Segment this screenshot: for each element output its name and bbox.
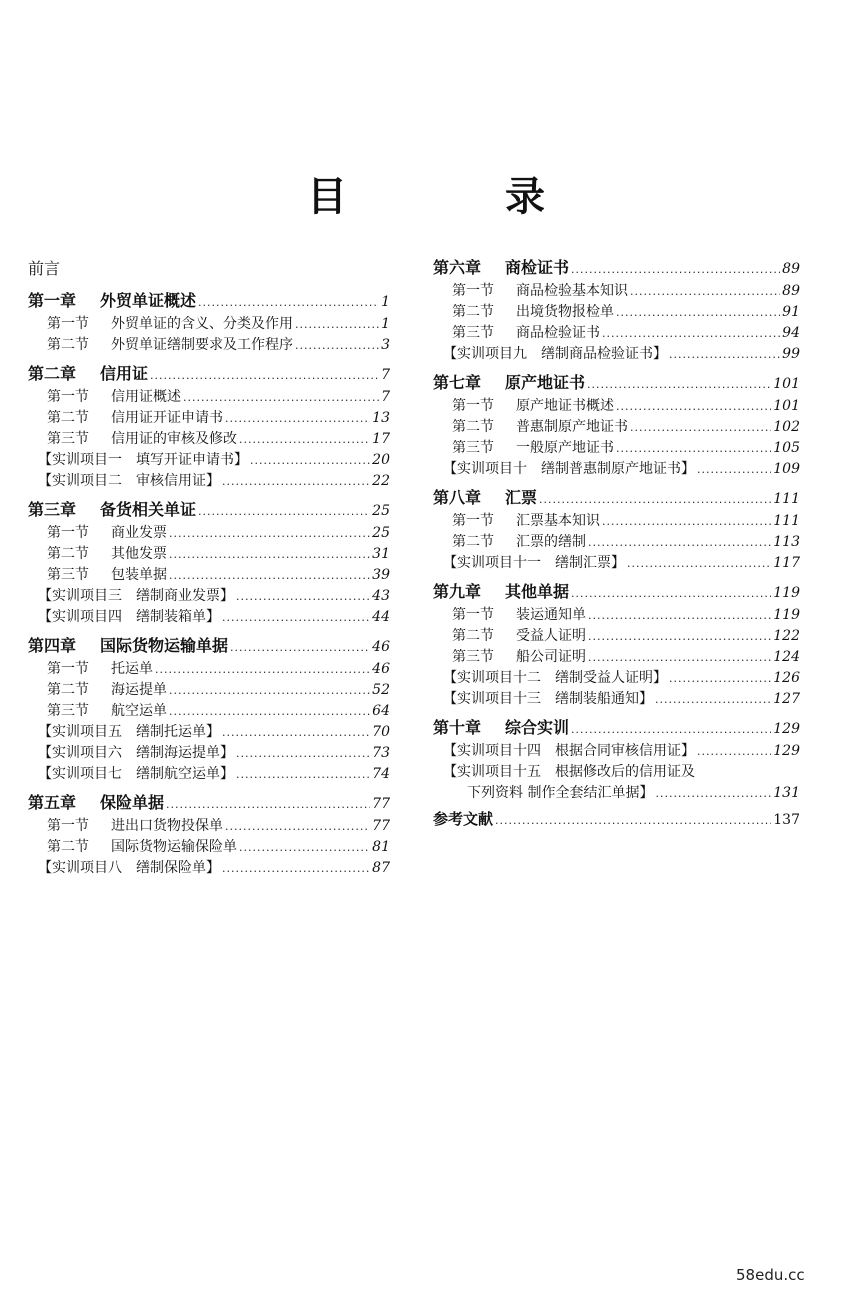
toc-leader-dots xyxy=(295,314,379,335)
toc-chapter-number: 第十章 xyxy=(433,718,482,737)
toc-page-number: 73 xyxy=(372,745,390,761)
toc-project-row xyxy=(433,668,800,689)
toc-page-number: 46 xyxy=(372,661,390,677)
toc-leader-dots xyxy=(616,438,771,459)
toc-project-title: 【实训项目一 填写开证申请书】 xyxy=(38,452,248,468)
toc-leader-dots xyxy=(222,858,370,879)
toc-project-title: 【实训项目九 缮制商品检验证书】 xyxy=(443,346,667,362)
toc-section-row xyxy=(433,647,800,668)
toc-page-number: 89 xyxy=(782,261,800,277)
toc-section-row xyxy=(28,408,390,429)
toc-chapter-number: 第九章 xyxy=(433,582,482,601)
toc-project-row xyxy=(433,344,800,365)
toc-leader-dots xyxy=(588,532,771,553)
toc-section-number: 第三节 xyxy=(452,440,494,456)
toc-leader-dots xyxy=(222,471,370,492)
toc-project-title: 【实训项目二 审核信用证】 xyxy=(38,473,220,489)
toc-page-number: 87 xyxy=(372,860,390,876)
toc-page-number: 102 xyxy=(773,419,800,435)
toc-page-number: 25 xyxy=(372,525,390,541)
toc-right-column xyxy=(433,255,800,832)
toc-chapter-row xyxy=(28,288,390,314)
toc-section-row xyxy=(28,523,390,544)
toc-chapter-row xyxy=(433,255,800,281)
toc-chapter-row xyxy=(28,633,390,659)
toc-leader-dots xyxy=(169,701,370,722)
toc-section-number: 第三节 xyxy=(47,567,89,583)
toc-section-title: 商品检验证书 xyxy=(516,325,600,341)
toc-page-number: 111 xyxy=(773,513,800,529)
toc-section-number: 第二节 xyxy=(47,682,89,698)
toc-chapter-title: 其他单据 xyxy=(505,582,570,601)
toc-page-number: 74 xyxy=(372,766,390,782)
toc-chapter-number: 第一章 xyxy=(28,291,77,310)
toc-section-number: 第三节 xyxy=(47,431,89,447)
toc-leader-dots xyxy=(697,459,771,480)
toc-section-row xyxy=(433,281,800,302)
toc-leader-dots xyxy=(166,792,370,818)
toc-section-number: 第二节 xyxy=(452,304,494,320)
toc-page-number: 17 xyxy=(372,431,390,447)
toc-page-number: 7 xyxy=(381,389,390,405)
toc-section-row xyxy=(28,680,390,701)
page-title: 目 录 xyxy=(307,174,617,220)
toc-left-column xyxy=(28,255,390,879)
toc-page-number: 89 xyxy=(782,283,800,299)
toc-section-number: 第二节 xyxy=(452,628,494,644)
toc-chapter-title: 综合实训 xyxy=(505,718,570,737)
toc-section-title: 托运单 xyxy=(111,661,153,677)
toc-section-row xyxy=(28,335,390,356)
toc-page-number: 124 xyxy=(773,649,800,665)
toc-leader-dots xyxy=(183,387,379,408)
toc-page-number: 137 xyxy=(773,812,800,828)
toc-section-number: 第一节 xyxy=(452,398,494,414)
toc-leader-dots xyxy=(169,565,370,586)
toc-section-number: 第一节 xyxy=(47,525,89,541)
toc-project-row xyxy=(433,762,800,783)
toc-chapter-title: 汇票 xyxy=(505,488,538,507)
toc-section-title: 信用证开证申请书 xyxy=(111,410,223,426)
toc-leader-dots xyxy=(627,553,771,574)
toc-section-number: 第二节 xyxy=(452,534,494,550)
toc-leader-dots xyxy=(230,635,370,661)
toc-leader-dots xyxy=(169,680,370,701)
toc-project-row xyxy=(28,764,390,785)
toc-leader-dots xyxy=(587,372,771,398)
toc-page-number: 129 xyxy=(773,743,800,759)
toc-leader-dots xyxy=(616,396,771,417)
toc-page-number: 126 xyxy=(773,670,800,686)
toc-section-title: 外贸单证的含义、分类及作用 xyxy=(111,316,293,332)
toc-page-number: 77 xyxy=(372,818,390,834)
toc-page-number: 117 xyxy=(773,555,800,571)
watermark: 58edu.cc xyxy=(736,1266,805,1284)
toc-page-number: 39 xyxy=(372,567,390,583)
toc-section-number: 第一节 xyxy=(452,513,494,529)
toc-references-row xyxy=(433,806,800,832)
toc-page-number: 94 xyxy=(782,325,800,341)
toc-chapter-title: 国际货物运输单据 xyxy=(100,636,229,655)
toc-section-title: 原产地证书概述 xyxy=(516,398,614,414)
toc-section-number: 第一节 xyxy=(452,607,494,623)
toc-section-row xyxy=(28,816,390,837)
toc-chapter-title: 原产地证书 xyxy=(505,373,586,392)
toc-section-number: 第二节 xyxy=(47,337,89,353)
toc-leader-dots xyxy=(588,605,771,626)
toc-references-title: 参考文献 xyxy=(433,810,494,828)
toc-section-row xyxy=(28,565,390,586)
toc-section-number: 第一节 xyxy=(47,661,89,677)
toc-chapter-title: 外贸单证概述 xyxy=(100,291,197,310)
toc-chapter-title: 备货相关单证 xyxy=(100,500,197,519)
toc-page-number: 129 xyxy=(773,721,800,737)
toc-chapter-title: 信用证 xyxy=(100,364,149,383)
toc-leader-dots xyxy=(222,722,370,743)
toc-leader-dots xyxy=(169,523,370,544)
toc-page-number: 1 xyxy=(381,294,390,310)
toc-section-row xyxy=(28,429,390,450)
toc-project-row-continued xyxy=(433,783,800,804)
toc-leader-dots xyxy=(169,544,370,565)
toc-chapter-number: 第四章 xyxy=(28,636,77,655)
toc-project-title: 【实训项目十一 缮制汇票】 xyxy=(443,555,625,571)
toc-section-title: 受益人证明 xyxy=(516,628,586,644)
toc-project-row xyxy=(433,459,800,480)
toc-chapter-number: 第六章 xyxy=(433,258,482,277)
toc-leader-dots xyxy=(239,837,370,858)
toc-page-number: 119 xyxy=(773,607,800,623)
toc-page-number: 70 xyxy=(372,724,390,740)
toc-section-title: 海运提单 xyxy=(111,682,167,698)
toc-section-row xyxy=(433,417,800,438)
toc-chapter-number: 第五章 xyxy=(28,793,77,812)
toc-chapter-title: 保险单据 xyxy=(100,793,165,812)
toc-page-number: 1 xyxy=(381,316,390,332)
toc-page-number: 64 xyxy=(372,703,390,719)
toc-section-row xyxy=(433,626,800,647)
toc-leader-dots xyxy=(602,323,780,344)
toc-project-title: 【实训项目六 缮制海运提单】 xyxy=(38,745,234,761)
toc-project-title: 【实训项目十五 根据修改后的信用证及 xyxy=(443,764,695,780)
toc-page-number: 7 xyxy=(381,367,390,383)
toc-page-number: 101 xyxy=(773,398,800,414)
toc-project-row xyxy=(28,607,390,628)
toc-project-title: 【实训项目七 缮制航空运单】 xyxy=(38,766,234,782)
toc-leader-dots xyxy=(250,450,370,471)
toc-leader-dots xyxy=(669,344,780,365)
toc-section-title: 国际货物运输保险单 xyxy=(111,839,237,855)
toc-leader-dots xyxy=(222,607,370,628)
toc-section-number: 第二节 xyxy=(452,419,494,435)
toc-page-number: 81 xyxy=(372,839,390,855)
toc-project-title: 【实训项目十二 缮制受益人证明】 xyxy=(443,670,667,686)
toc-chapter-number: 第七章 xyxy=(433,373,482,392)
toc-page-number: 13 xyxy=(372,410,390,426)
toc-leader-dots xyxy=(655,689,771,710)
toc-section-row xyxy=(433,396,800,417)
toc-section-title: 航空运单 xyxy=(111,703,167,719)
toc-leader-dots xyxy=(155,659,370,680)
toc-page-number: 46 xyxy=(372,639,390,655)
toc-project-title: 【实训项目十 缮制普惠制原产地证书】 xyxy=(443,461,695,477)
toc-page-number: 25 xyxy=(372,503,390,519)
toc-section-title: 商品检验基本知识 xyxy=(516,283,628,299)
toc-leader-dots xyxy=(630,281,780,302)
toc-section-title: 装运通知单 xyxy=(516,607,586,623)
toc-page-number: 113 xyxy=(773,534,800,550)
toc-section-title: 商业发票 xyxy=(111,525,167,541)
toc-section-row xyxy=(28,837,390,858)
toc-section-row xyxy=(433,323,800,344)
toc-page-number: 101 xyxy=(773,376,800,392)
toc-section-row xyxy=(433,605,800,626)
toc-page-number: 43 xyxy=(372,588,390,604)
toc-chapter-title: 商检证书 xyxy=(505,258,570,277)
toc-leader-dots xyxy=(495,808,771,834)
toc-leader-dots xyxy=(236,764,370,785)
toc-chapter-row xyxy=(433,485,800,511)
toc-chapter-number: 第八章 xyxy=(433,488,482,507)
toc-section-title: 汇票的缮制 xyxy=(516,534,586,550)
toc-section-row xyxy=(28,387,390,408)
toc-chapter-row xyxy=(433,715,800,741)
toc-project-title: 【实训项目十三 缮制装船通知】 xyxy=(443,691,653,707)
toc-leader-dots xyxy=(697,741,771,762)
toc-page-number: 91 xyxy=(782,304,800,320)
toc-page-number: 109 xyxy=(773,461,800,477)
toc-leader-dots xyxy=(236,743,370,764)
toc-leader-dots xyxy=(295,335,379,356)
toc-leader-dots xyxy=(239,429,370,450)
toc-page-number: 31 xyxy=(372,546,390,562)
toc-section-title: 船公司证明 xyxy=(516,649,586,665)
toc-project-title: 【实训项目三 缮制商业发票】 xyxy=(38,588,234,604)
toc-chapter-number: 第三章 xyxy=(28,500,77,519)
toc-project-row xyxy=(28,722,390,743)
toc-leader-dots xyxy=(616,302,780,323)
toc-leader-dots xyxy=(630,417,771,438)
toc-section-number: 第三节 xyxy=(452,325,494,341)
toc-leader-dots xyxy=(225,816,370,837)
toc-project-row xyxy=(28,450,390,471)
toc-leader-dots xyxy=(588,626,771,647)
toc-section-title: 包装单据 xyxy=(111,567,167,583)
toc-section-row xyxy=(28,659,390,680)
toc-leader-dots xyxy=(669,668,771,689)
toc-page-number: 105 xyxy=(773,440,800,456)
toc-leader-dots xyxy=(198,290,379,316)
toc-section-title: 出境货物报检单 xyxy=(516,304,614,320)
toc-section-title: 其他发票 xyxy=(111,546,167,562)
toc-section-row xyxy=(28,314,390,335)
toc-section-number: 第二节 xyxy=(47,839,89,855)
toc-page-number: 77 xyxy=(372,796,390,812)
toc-preface-label: 前言 xyxy=(28,259,61,278)
toc-chapter-row xyxy=(433,579,800,605)
toc-section-title: 信用证的审核及修改 xyxy=(111,431,237,447)
toc-project-title: 【实训项目五 缮制托运单】 xyxy=(38,724,220,740)
toc-page-number: 119 xyxy=(773,585,800,601)
toc-section-number: 第一节 xyxy=(47,389,89,405)
toc-project-row xyxy=(433,553,800,574)
toc-leader-dots xyxy=(655,783,771,804)
toc-page-number: 52 xyxy=(372,682,390,698)
toc-leader-dots xyxy=(225,408,370,429)
toc-project-title: 【实训项目四 缮制装箱单】 xyxy=(38,609,220,625)
toc-page-number: 22 xyxy=(372,473,390,489)
toc-section-title: 信用证概述 xyxy=(111,389,181,405)
toc-section-title: 一般原产地证书 xyxy=(516,440,614,456)
toc-project-row xyxy=(433,741,800,762)
toc-section-title: 外贸单证缮制要求及工作程序 xyxy=(111,337,293,353)
toc-project-title: 下列资料 制作全套结汇单据】 xyxy=(467,785,654,801)
toc-chapter-row xyxy=(433,370,800,396)
toc-chapter-row xyxy=(28,790,390,816)
toc-section-title: 进出口货物投保单 xyxy=(111,818,223,834)
toc-page-number: 3 xyxy=(381,337,390,353)
toc-page-number: 99 xyxy=(782,346,800,362)
toc-section-row xyxy=(28,701,390,722)
toc-project-row xyxy=(28,743,390,764)
toc-page-number: 127 xyxy=(773,691,800,707)
toc-section-number: 第一节 xyxy=(47,316,89,332)
toc-section-row xyxy=(433,302,800,323)
toc-section-row xyxy=(433,438,800,459)
toc-project-row xyxy=(28,858,390,879)
toc-section-number: 第一节 xyxy=(452,283,494,299)
toc-leader-dots xyxy=(236,586,370,607)
toc-chapter-row xyxy=(28,497,390,523)
toc-leader-dots xyxy=(571,257,780,283)
toc-leader-dots xyxy=(602,511,771,532)
toc-chapter-row xyxy=(28,361,390,387)
toc-page-number: 111 xyxy=(773,491,800,507)
toc-section-number: 第三节 xyxy=(452,649,494,665)
toc-section-number: 第二节 xyxy=(47,410,89,426)
toc-preface xyxy=(28,255,390,283)
toc-section-number: 第三节 xyxy=(47,703,89,719)
toc-leader-dots xyxy=(539,487,771,513)
toc-section-number: 第二节 xyxy=(47,546,89,562)
toc-project-row xyxy=(28,471,390,492)
toc-page-number: 44 xyxy=(372,609,390,625)
toc-section-row xyxy=(433,532,800,553)
toc-section-row xyxy=(433,511,800,532)
toc-project-row xyxy=(433,689,800,710)
toc-page-number: 131 xyxy=(773,785,800,801)
toc-chapter-number: 第二章 xyxy=(28,364,77,383)
toc-leader-dots xyxy=(150,363,379,389)
toc-page-number: 20 xyxy=(372,452,390,468)
toc-section-number: 第一节 xyxy=(47,818,89,834)
toc-leader-dots xyxy=(571,581,771,607)
toc-project-title: 【实训项目十四 根据合同审核信用证】 xyxy=(443,743,695,759)
toc-section-title: 普惠制原产地证书 xyxy=(516,419,628,435)
toc-project-row xyxy=(28,586,390,607)
toc-project-title: 【实训项目八 缮制保险单】 xyxy=(38,860,220,876)
toc-section-title: 汇票基本知识 xyxy=(516,513,600,529)
toc-leader-dots xyxy=(571,717,771,743)
toc-section-row xyxy=(28,544,390,565)
toc-leader-dots xyxy=(588,647,771,668)
toc-leader-dots xyxy=(198,499,370,525)
toc-page-number: 122 xyxy=(773,628,800,644)
